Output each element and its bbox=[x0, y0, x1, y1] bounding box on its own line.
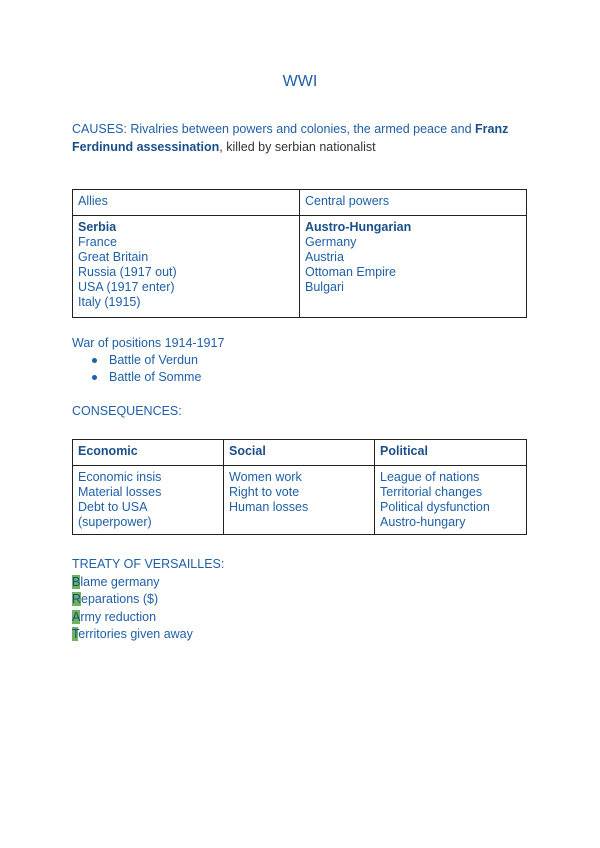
allies-lead: Serbia bbox=[78, 220, 117, 234]
treaty-section bbox=[72, 556, 224, 644]
list-item: Austria bbox=[305, 250, 344, 264]
list-item: Austro-hungary bbox=[380, 515, 466, 529]
social-header: Social bbox=[224, 440, 375, 466]
list-item: Right to vote bbox=[229, 485, 300, 499]
list-item bbox=[72, 609, 224, 627]
list-item: Debt to USA bbox=[78, 500, 148, 514]
item-text: eparations ($) bbox=[81, 592, 159, 606]
page-title: WWI bbox=[282, 73, 318, 90]
list-item: Ottoman Empire bbox=[305, 265, 397, 279]
list-item: League of nations bbox=[380, 470, 480, 484]
list-item: Battle of Verdun bbox=[109, 352, 224, 369]
list-item: Women work bbox=[229, 470, 302, 484]
causes-text: CAUSES: Rivalries between powers and colonies, the armed peace and bbox=[72, 122, 472, 136]
consequences-heading: CONSEQUENCES: bbox=[72, 404, 182, 418]
causes-paragraph bbox=[72, 120, 532, 156]
highlighted-initial: B bbox=[72, 574, 81, 589]
central-lead: Austro-Hungarian bbox=[305, 220, 412, 234]
list-item: Germany bbox=[305, 235, 357, 249]
list-item: (superpower) bbox=[78, 515, 152, 529]
allies-header: Allies bbox=[73, 190, 300, 216]
consequences-table bbox=[72, 439, 527, 535]
list-item: Great Britain bbox=[78, 250, 149, 264]
allies-cell bbox=[73, 216, 300, 318]
list-item: Italy (1915) bbox=[78, 295, 141, 309]
list-item: USA (1917 enter) bbox=[78, 280, 175, 294]
causes-bold-text: Franz Ferdinund assessination bbox=[72, 122, 509, 154]
list-item: Battle of Somme bbox=[109, 369, 224, 386]
list-item: Political dysfunction bbox=[380, 500, 490, 514]
list-item: Territorial changes bbox=[380, 485, 483, 499]
war-heading: War of positions 1914-1917 bbox=[72, 336, 225, 350]
highlighted-initial: R bbox=[72, 592, 82, 606]
list-item: Human losses bbox=[229, 500, 309, 514]
highlighted-initial: A bbox=[72, 609, 81, 624]
central-powers-header: Central powers bbox=[300, 190, 527, 216]
political-cell bbox=[375, 466, 527, 535]
political-header: Political bbox=[375, 440, 527, 466]
alliances-table bbox=[72, 189, 527, 318]
economic-cell bbox=[73, 466, 224, 535]
list-item bbox=[72, 574, 224, 592]
war-section bbox=[72, 335, 224, 386]
list-item: Material losses bbox=[78, 485, 162, 499]
list-item: Russia (1917 out) bbox=[78, 265, 177, 279]
item-text: rmy reduction bbox=[80, 609, 157, 624]
social-cell bbox=[224, 466, 375, 535]
list-item: Bulgari bbox=[305, 280, 344, 294]
battle-list bbox=[72, 352, 224, 386]
list-item bbox=[72, 626, 224, 644]
item-text: lame germany bbox=[80, 574, 160, 589]
treaty-heading: TREATY OF VERSAILLES: bbox=[72, 557, 225, 571]
central-powers-cell bbox=[300, 216, 527, 318]
causes-suffix: , killed by serbian nationalist bbox=[219, 140, 376, 154]
list-item bbox=[72, 591, 224, 609]
item-text: erritories given away bbox=[78, 627, 193, 641]
list-item: France bbox=[78, 235, 117, 249]
highlighted-initial: T bbox=[72, 627, 79, 641]
economic-header: Economic bbox=[73, 440, 224, 466]
list-item: Economic insis bbox=[78, 470, 162, 484]
